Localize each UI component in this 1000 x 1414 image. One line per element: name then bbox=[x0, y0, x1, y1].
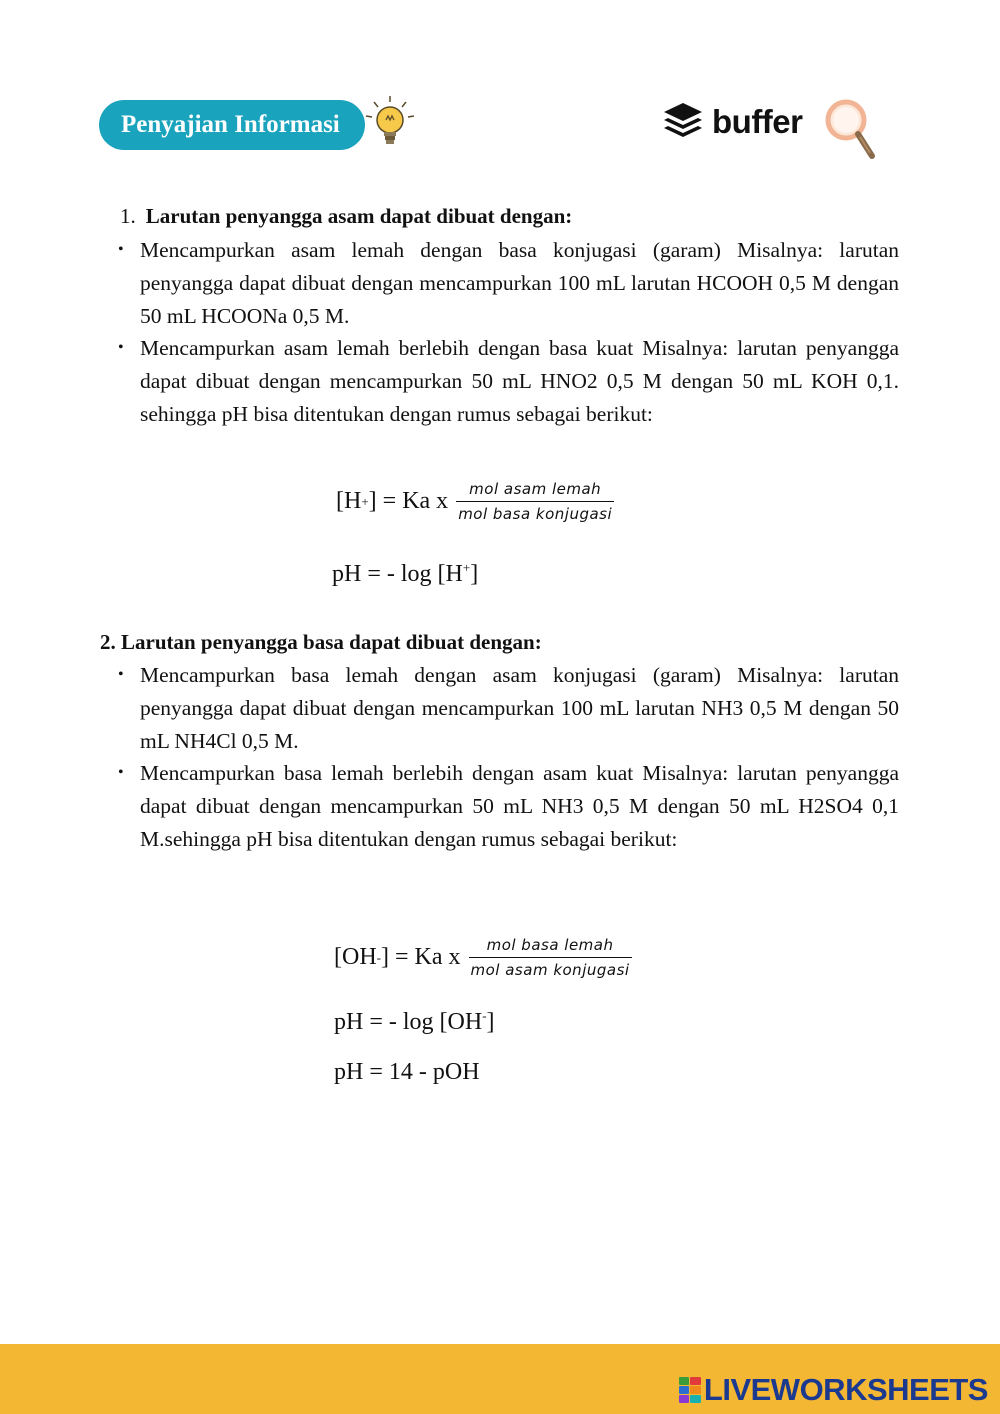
liveworksheets-brand[interactable] bbox=[679, 1372, 988, 1408]
magnifier-icon bbox=[822, 96, 882, 166]
fraction-numerator: mol basa lemah bbox=[486, 936, 614, 954]
section2-title: 2. Larutan penyangga basa dapat dibuat dengan: bbox=[100, 630, 542, 654]
formula-lhs: [H bbox=[336, 488, 362, 514]
section-header-label: Penyajian Informasi bbox=[121, 111, 340, 138]
formula-ph-log-oh bbox=[334, 1008, 495, 1036]
formula-ph-acid bbox=[332, 560, 478, 588]
formula-sup: - bbox=[376, 949, 381, 965]
fraction-denominator: mol basa konjugasi bbox=[456, 501, 614, 523]
fraction-numerator: mol asam lemah bbox=[469, 480, 602, 498]
buffer-logo bbox=[660, 98, 803, 146]
formula-rhs: ] = Ka x bbox=[368, 488, 449, 514]
formula-ph-14-poh: pH = 14 - pOH bbox=[334, 1059, 480, 1085]
formula-rhs: ] bbox=[470, 561, 479, 587]
formula-oh-concentration bbox=[334, 936, 632, 979]
fraction bbox=[469, 936, 632, 979]
lightbulb-icon bbox=[360, 92, 420, 154]
formula-h-concentration bbox=[336, 480, 614, 523]
section1-bullet-2: • Mencampurkan asam lemah berlebih dengan basa kuat Misalnya: larutan penyangga dapat dibuat dengan mencampurkan 50 mL HNO2 0,5 M dengan 50 mL KOH 0,1. sehingga pH bisa ditentukan dengan rumus sebagai berikut: bbox=[140, 332, 899, 430]
liveworksheets-text: LIVEWORKSHEETS bbox=[703, 1372, 988, 1407]
formula-rhs: ] bbox=[486, 1009, 495, 1035]
section-header-pill bbox=[99, 100, 365, 150]
section2-bullet-2: • Mencampurkan basa lemah berlebih dengan asam kuat Misalnya: larutan penyangga dapat dibuat dengan mencampurkan 50 mL NH3 0,5 M dengan 50 mL H2SO4 0,1 M.sehingga pH bisa ditentukan dengan rumus sebagai berikut: bbox=[140, 757, 899, 855]
liveworksheets-logo-icon bbox=[679, 1377, 701, 1403]
formula-rhs: ] = Ka x bbox=[381, 944, 461, 970]
buffer-logo-text: buffer bbox=[712, 103, 803, 140]
stack-layers-icon bbox=[660, 99, 706, 145]
fraction-denominator: mol asam konjugasi bbox=[469, 957, 632, 979]
footer-band bbox=[0, 1344, 1000, 1414]
formula-lhs: [OH bbox=[334, 944, 377, 970]
formula-sup: + bbox=[361, 493, 369, 509]
section1-bullet-1: • Mencampurkan asam lemah dengan basa konjugasi (garam) Misalnya: larutan penyangga dapat dibuat dengan mencampurkan 100 mL larutan HCOOH 0,5 M dengan 50 mL HCOONa 0,5 M. bbox=[140, 234, 899, 332]
section1-title-text: Larutan penyangga asam dapat dibuat dengan: bbox=[145, 204, 573, 228]
fraction bbox=[456, 480, 614, 523]
formula-lhs: pH = - log [H bbox=[332, 561, 463, 587]
section1-title bbox=[120, 204, 572, 229]
section1-number: 1. bbox=[120, 204, 136, 228]
formula-lhs: pH = - log [OH bbox=[334, 1009, 483, 1035]
section2-bullet-1: • Mencampurkan basa lemah dengan asam konjugasi (garam) Misalnya: larutan penyangga dapat dibuat dengan mencampurkan 100 mL larutan NH3 0,5 M dengan 50 mL NH4Cl 0,5 M. bbox=[140, 659, 899, 757]
formula-sup: + bbox=[462, 560, 471, 575]
formula-sup: - bbox=[482, 1008, 487, 1023]
